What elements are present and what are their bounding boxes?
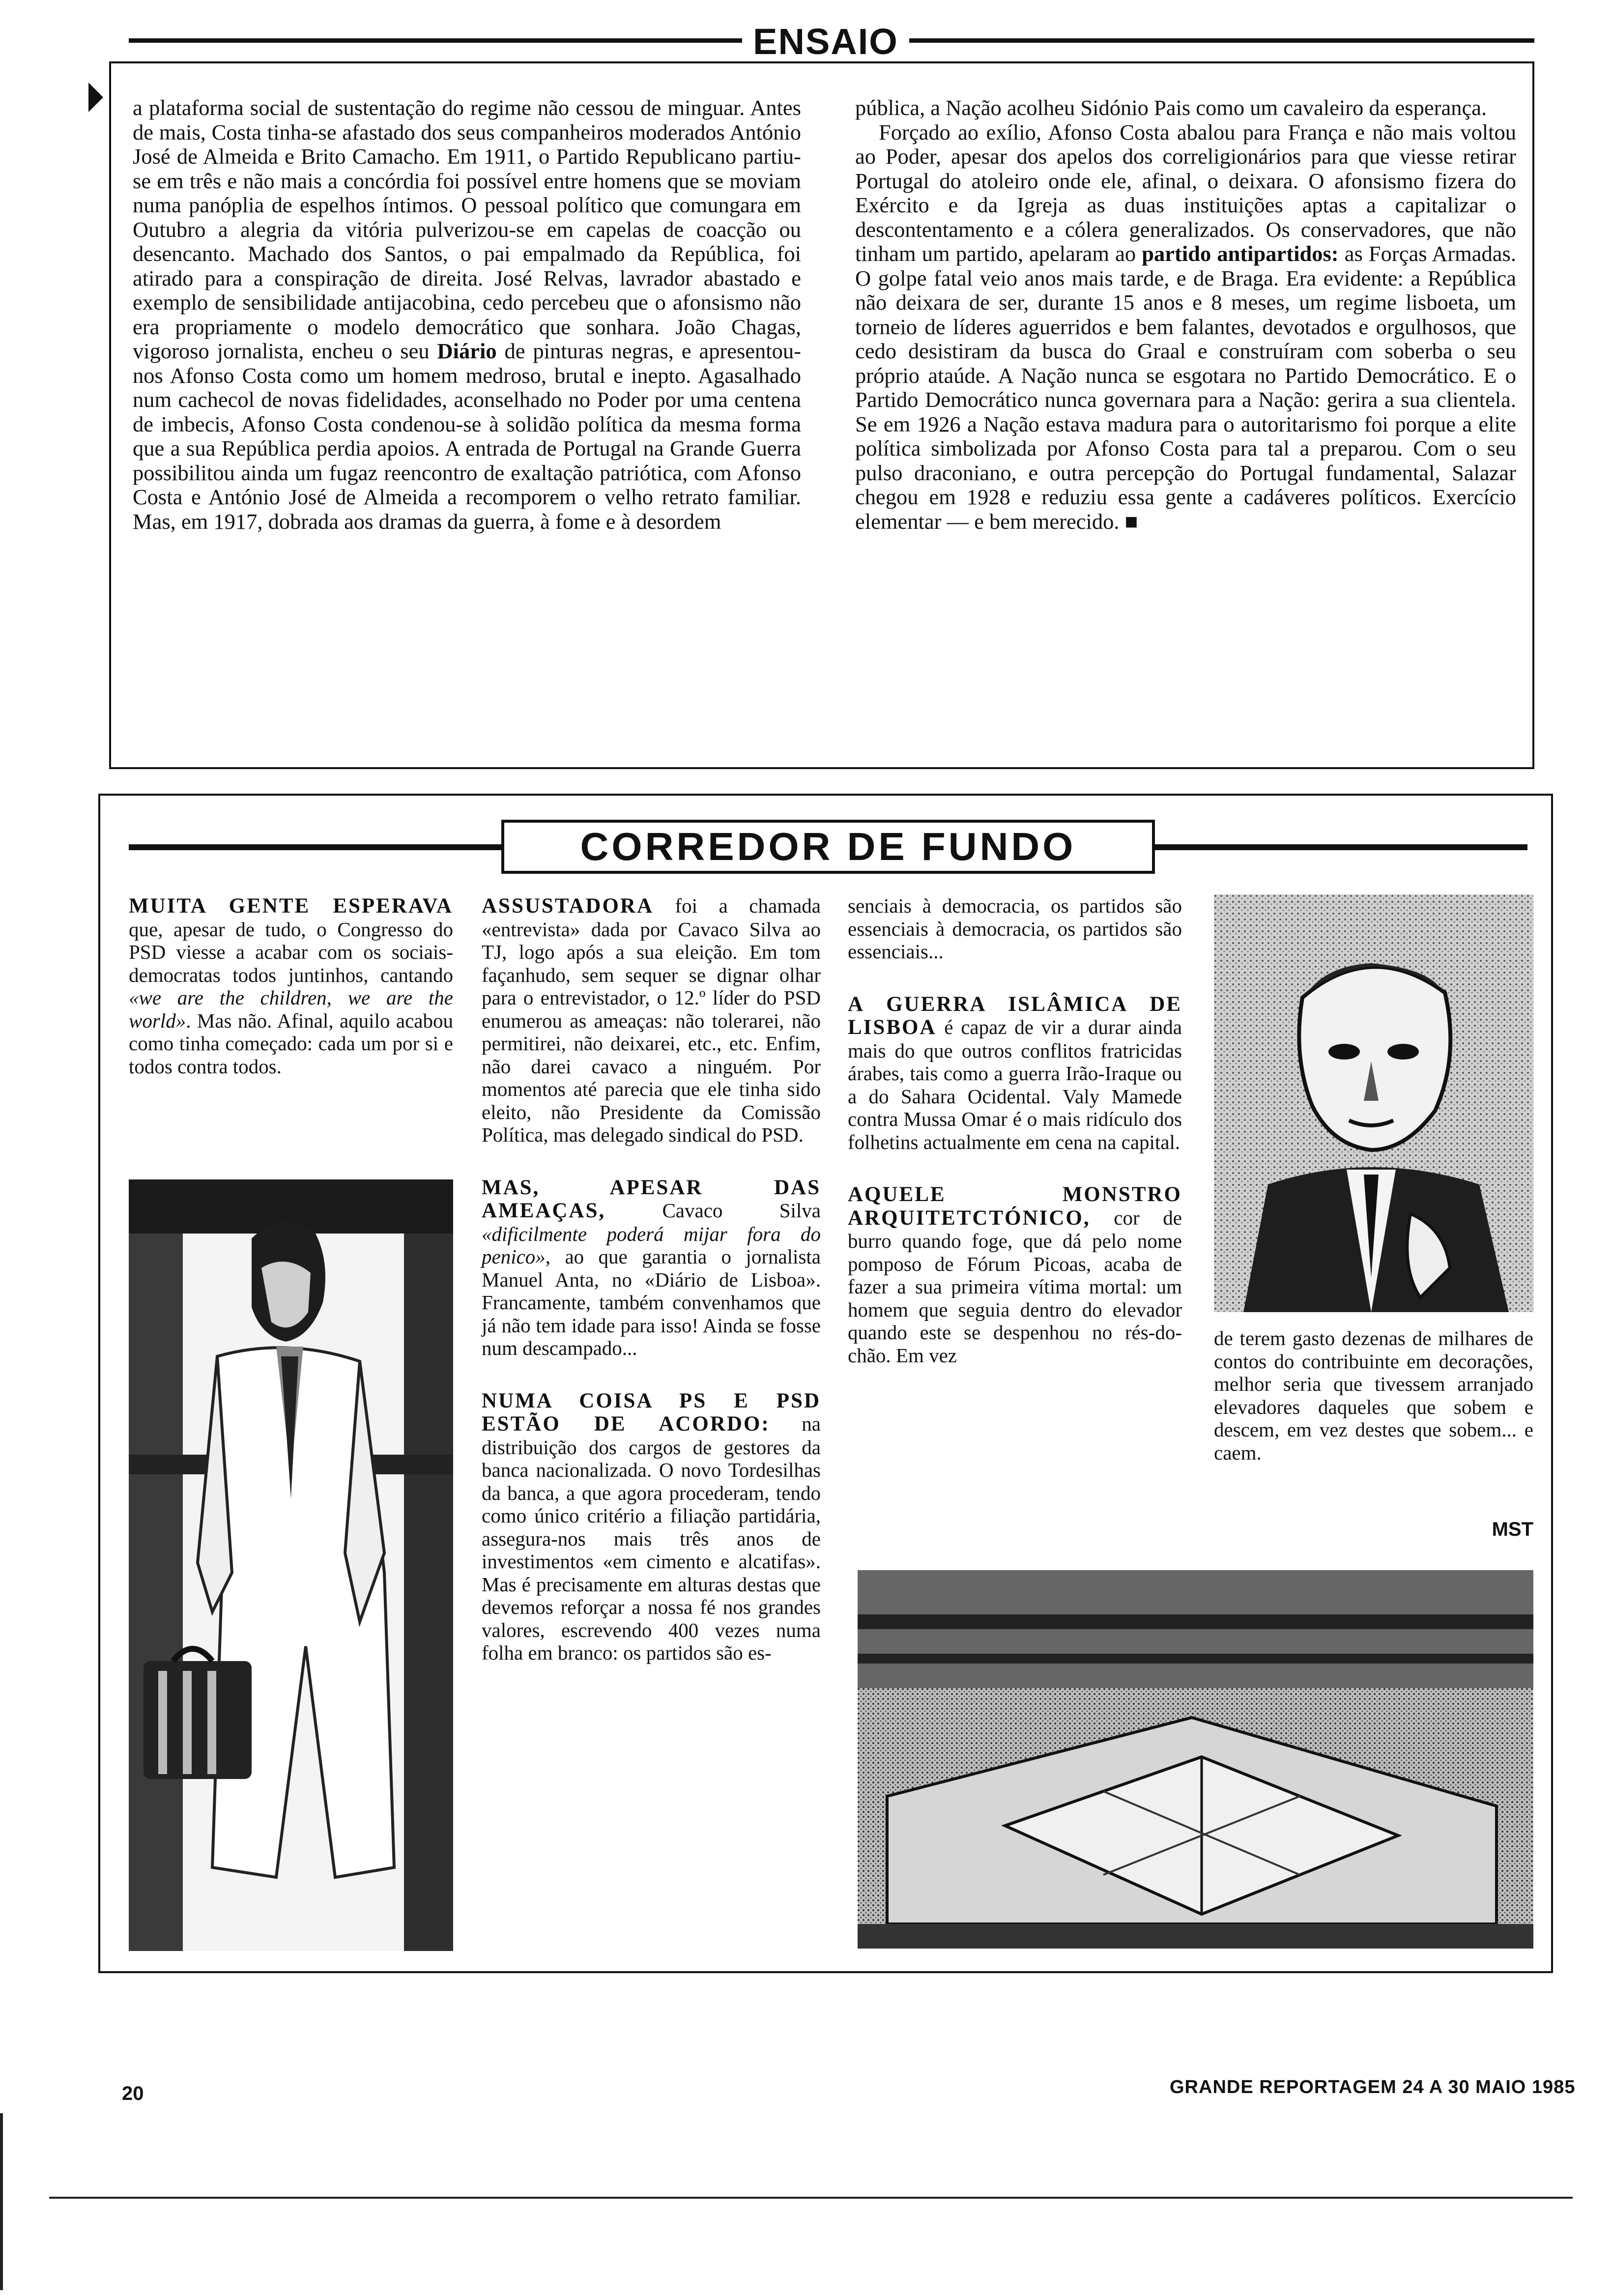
publication-line: GRANDE REPORTAGEM 24 A 30 MAIO 1985 — [1170, 2077, 1576, 2097]
ensaio-left-text-2: de pinturas negras, e apresentou-nos Afonso Costa como um homem medroso, brutal e inepto. Agasalhado num cachecol de novas fidelidades, aconselhado no Poder por uma centena de imbecis, Afonso Costa condenou-se à solidão política da mesma forma que a sua República perdia apoios. A entrada de Portugal na Grande Guerra possibilitou ainda um fugaz reencontro de exaltação patriótica, com Afonso Costa e António José de Almeida a recomporem o velho retrato familiar. Mas, em 1917, dobrada aos dramas da guerra, à fome e à desordem — [133, 339, 801, 534]
item-text: cor de burro quando foge, que dá pelo nome pomposo de Fórum Picoas, acaba de fazer a sua primeira vítima mortal: um homem que seguia dentro do elevador quando este se despenhou no rés-do-chão. Em vez — [848, 1206, 1182, 1367]
item-text: Cavaco Silva — [605, 1199, 821, 1222]
scan-edge-line — [0, 2113, 3, 2290]
item-quote: «dificilmente poderá mijar fora do penico» — [482, 1222, 821, 1268]
photo-man-in-suit — [129, 1179, 453, 1951]
ensaio-left-text-1: a plataforma social de sustentação do regime não cessou de minguar. Antes de mais, Costa tinha-se afastado dos seus companheiros moderados António José de Almeida e Brito Camacho. Em 1911, o Partido Republicano partiu-se em três e não mais a concórdia foi possível entre homens que se moviam numa panóplia de espelhos íntimos. O pessoal político que comungara em Outubro a alegria da vitória pulverizou-se em capelas de coacção ou desencanto. Machado dos Santos, o pai empalmado da República, foi atirado para a conspiração de direita. José Relvas, lavrador abastado e exemplo de sensibilidade antijacobina, cedo percebeu que o afonsismo não era propriamente o modelo democrático que sonhara. João Chagas, vigoroso jornalista, encheu o seu — [133, 95, 801, 363]
item-lead: A GUERRA ISLÂMICA DE LISBOA — [848, 992, 1182, 1039]
item-lead: NUMA COISA PS E PSD ESTÃO DE ACORDO: — [482, 1389, 821, 1435]
item-text: foi a chamada «entrevista» dada por Cavaco Silva ao TJ, logo após a sua eleição. Em tom façanhudo, sem sequer se dignar olhar para o entrevistador, o 12.º líder do PSD enumerou as ameaças: não tolerarei, não permitirei, não deixarei, etc., etc. Enfim, não darei cavaco a ninguém. Por momentos até parecia que ele tinha sido eleito, não Presidente da Comissão Política, mas delegado sindical do PSD. — [482, 894, 821, 1146]
item-text: , ao que garantia o jornalista Manuel Anta, no «Diário de Lisboa». Francamente, também convenhamos que já não tem idade para isso! Ainda se fosse num descampado... — [482, 1245, 821, 1359]
item-text: que, apesar de tudo, o Congresso do PSD viesse a acabar com os sociais-democratas todos juntinhos, cantando — [129, 918, 453, 986]
section-title: ENSAIO — [753, 21, 898, 62]
ensaio-right-para-1: pública, a Nação acolheu Sidónio Pais como um cavaleiro da esperança. — [855, 95, 1487, 120]
corredor-title: CORREDOR DE FUNDO — [501, 820, 1155, 874]
corredor-column-1 — [129, 894, 453, 1107]
item-lead: MUITA GENTE ESPERAVA — [129, 894, 453, 918]
item-text: de terem gasto dezenas de milhares de contos do contribuinte em decorações, melhor seria que tivessem arranjado elevadores daqueles que sobem e descem, em vez destes que sobem... e caem. — [1214, 1327, 1533, 1464]
item-text: senciais à democracia, os partidos são essenciais à democracia, os partidos são essenciais... — [848, 894, 1182, 963]
item-lead: ASSUSTADORA — [482, 894, 654, 918]
header-rule-left — [129, 38, 742, 43]
item-text: é capaz de vir a durar ainda mais do que outros conflitos fratricidas árabes, tais como a guerra Irão-Iraque ou a do Sahara Ocidental. Valy Mamede contra Mussa Omar é o mais ridículo dos folhetins actualmente em cena na capital. — [848, 1016, 1182, 1153]
partido-antipartidos: partido antipartidos: — [1142, 241, 1339, 266]
continuation-arrow-icon — [88, 83, 103, 112]
diario-title: Diário — [437, 339, 497, 363]
author-signature: MST — [1492, 1519, 1533, 1540]
corredor-column-4 — [1214, 1327, 1533, 1493]
item-quote: «we are the children, we are the world» — [129, 986, 453, 1032]
corredor-rule-right — [1154, 844, 1527, 850]
scan-edge-line — [49, 2197, 1573, 2199]
header-rule-right — [909, 38, 1534, 43]
ensaio-right-text-2: as Forças Armadas. O golpe fatal veio anos mais tarde, e de Braga. Era evidente: a República não deixara de ser, durante 15 anos e 8 meses, um regime lisboeta, um torneio de líderes aguerridos e bem falantes, devotados e orgulhosos, que cedo desistiram da busca do Graal e construíram com soberba o seu próprio ataúde. A Nação nunca se esgotara no Partido Democrático. E o Partido Democrático nunca governara para a Nação: gerira a sua clientela. Se em 1926 a Nação estava madura para o autoritarismo foi porque a elite política simbolizada por Afonso Costa para tal a preparou. Com o seu pulso draconiano, e outra percepção do Portugal fundamental, Salazar chegou em 1928 e reduziu essa gente a cadáveres políticos. Exercício elementar — e bem merecido. ■ — [855, 241, 1516, 534]
corredor-column-2 — [482, 894, 821, 1694]
page-number: 20 — [122, 2083, 144, 2104]
photo-building-forum-picoas — [858, 1570, 1533, 1949]
item-text: . Mas não. Afinal, aquilo acabou como tinha começado: cada um por si e todos contra todos. — [129, 1009, 453, 1078]
corredor-column-3 — [848, 894, 1182, 1396]
ensaio-column-right — [855, 96, 1516, 534]
item-lead: MAS, APESAR DAS AMEAÇAS, — [482, 1176, 821, 1222]
ensaio-column-left — [133, 96, 801, 534]
photo-portrait-man — [1214, 894, 1533, 1312]
ensaio-right-text-1: Forçado ao exílio, Afonso Costa abalou para França e não mais voltou ao Poder, apesar dos apelos dos correligionários para que viesse retirar Portugal do atoleiro onde ele, afinal, o deixara. O afonsismo fizera do Exército e da Igreja as duas instituições aptas a capitalizar o descontentamento e a cólera generalizados. Os conservadores, que não tinham um partido, apelaram ao — [855, 119, 1516, 266]
corredor-rule-left — [129, 844, 502, 850]
item-text: na distribuição dos cargos de gestores da banca nacionalizada. O novo Tordesilhas da banca, a que agora procederam, tendo como único critério a filiação partidária, assegura-nos mais três anos de investimentos «em cimento e alcatifas». Mas é precisamente em alturas destas que devemos reforçar a nossa fé nos grandes valores, escrevendo 400 vezes numa folha em branco: os partidos são es- — [482, 1412, 821, 1664]
item-lead: AQUELE MONSTRO ARQUITETCTÓNICO, — [848, 1183, 1182, 1230]
